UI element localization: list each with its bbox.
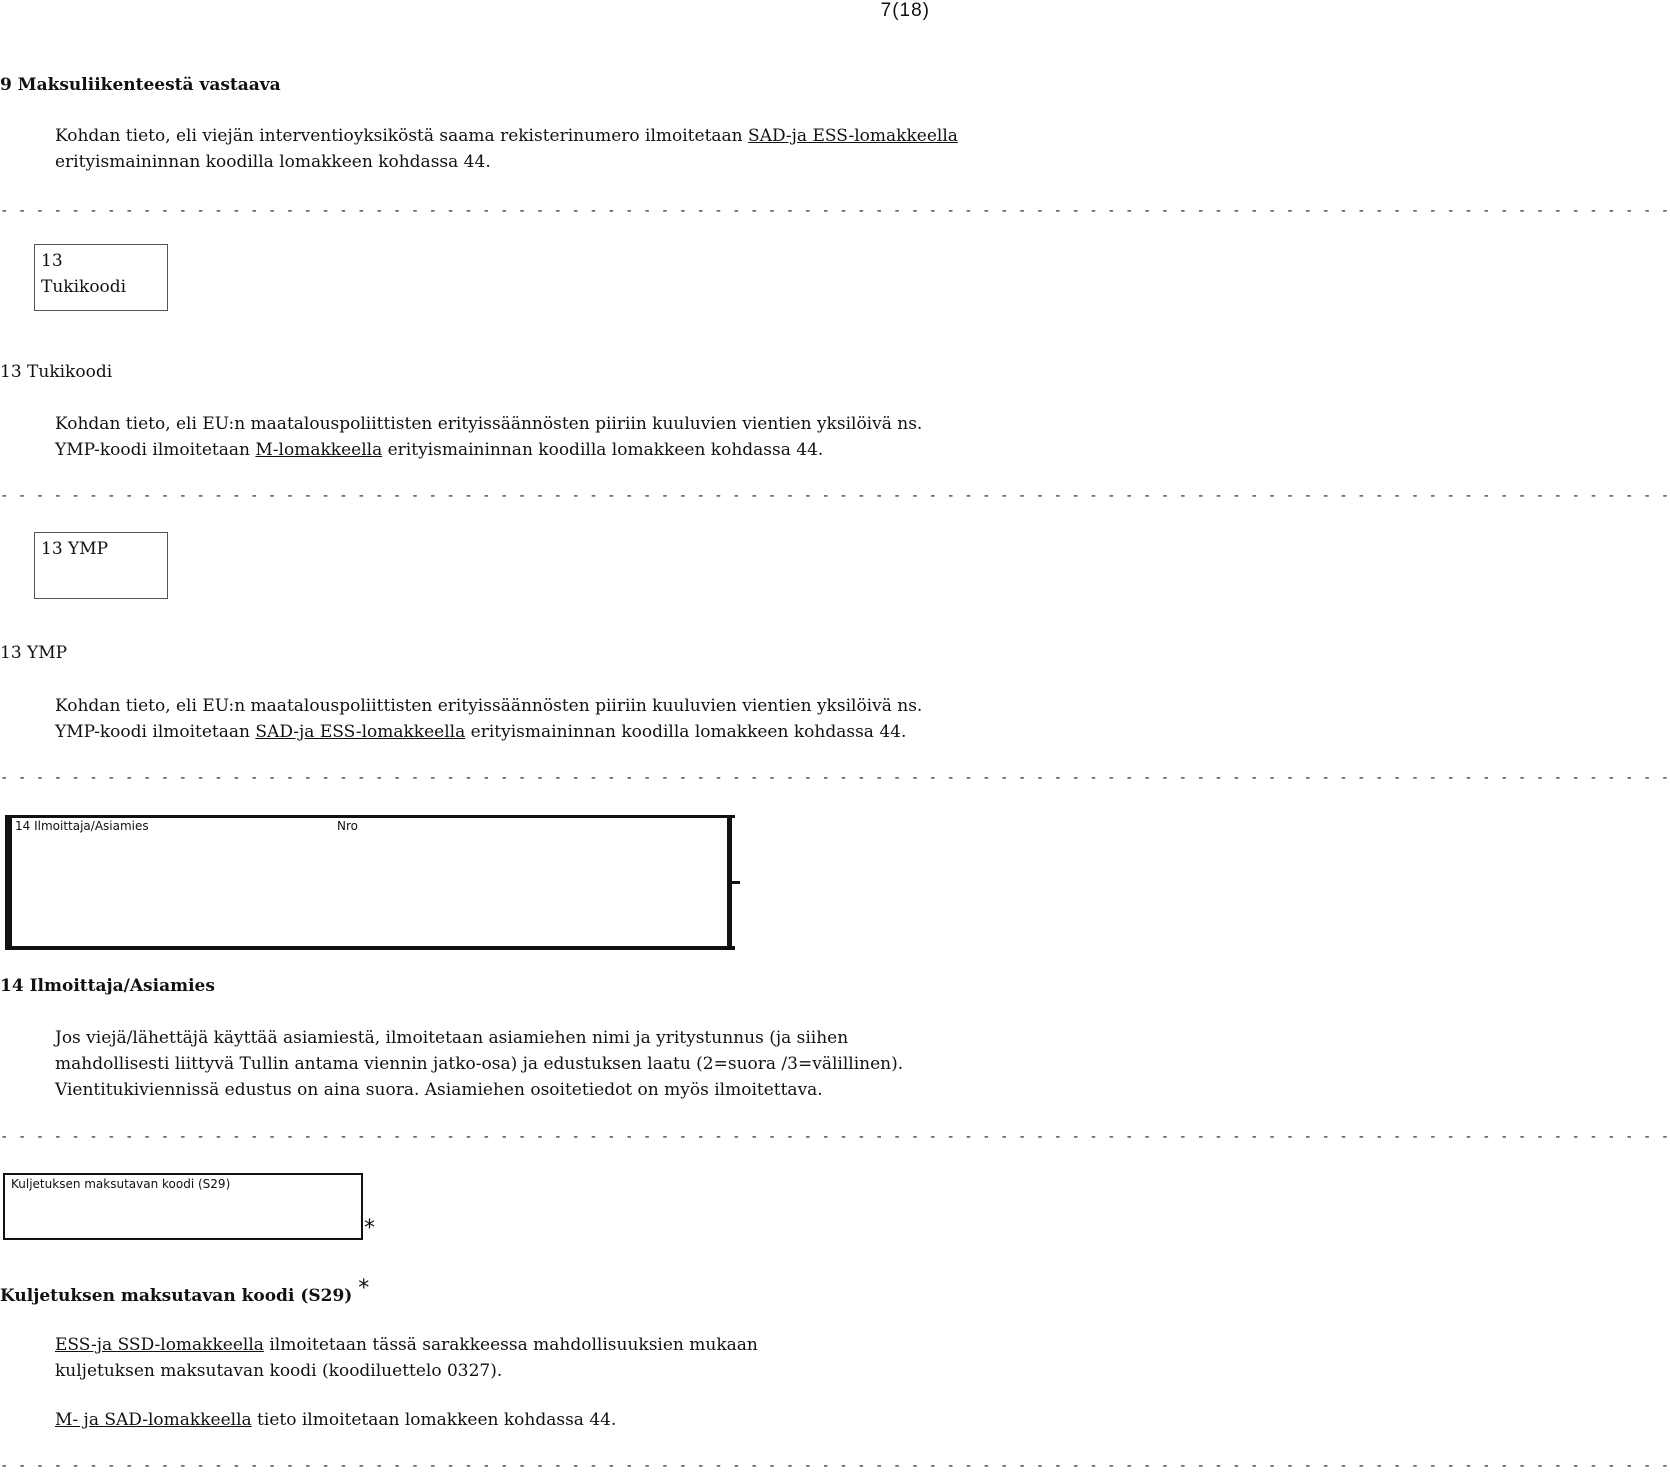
- form-box-top-border: [5, 815, 735, 818]
- field-box-13-ymp: 13 YMP: [34, 532, 168, 599]
- form-box-nro-label: Nro: [337, 819, 358, 833]
- form-box-bottom-border: [5, 946, 735, 950]
- form-box-14-ilmoittaja: [5, 815, 735, 950]
- field-box-13-tukikoodi: 13 Tukikoodi: [34, 244, 168, 311]
- section-13-ymp-heading: 13 YMP: [0, 643, 68, 663]
- form-box-14-label: 14 Ilmoittaja/Asiamies: [15, 819, 149, 833]
- section-s29-heading: Kuljetuksen maksutavan koodi (S29) *: [0, 1276, 370, 1306]
- form-box-s29: [3, 1173, 363, 1240]
- page-number: 7(18): [880, 0, 930, 21]
- required-asterisk: *: [358, 1276, 370, 1301]
- form-reference-link: ESS-ja SSD-lomakkeella: [55, 1335, 264, 1355]
- form-reference-link: SAD-ja ESS-lomakkeella: [255, 722, 466, 742]
- section-9-paragraph: Kohdan tieto, eli viejän interventioyksiköstä saama rekisterinumero ilmoitetaan SAD-ja ESS-lomakkeella erityismaininnan koodilla lomakkeen kohdassa 44.: [55, 126, 958, 172]
- required-asterisk: *: [364, 1216, 375, 1241]
- dashed-separator: - - - - - - - - - - - - - - - - - - - - - - - - - - - - - - - - - - - - - - - - - - - - - - - - - - - - - - - - - - - - - - - - - - - - - - - - - - - - - - - - - - - - - - - - - - - - - -: [0, 488, 1670, 504]
- form-box-tick: [732, 881, 740, 884]
- section-9-heading: 9 Maksuliikenteestä vastaava: [0, 75, 281, 95]
- form-box-s29-label: Kuljetuksen maksutavan koodi (S29): [11, 1177, 231, 1191]
- dashed-separator: - - - - - - - - - - - - - - - - - - - - - - - - - - - - - - - - - - - - - - - - - - - - - - - - - - - - - - - - - - - - - - - - - - - - - - - - - - - - - - - - - - - - - - - - - - - - - -: [0, 1458, 1670, 1474]
- dashed-separator: - - - - - - - - - - - - - - - - - - - - - - - - - - - - - - - - - - - - - - - - - - - - - - - - - - - - - - - - - - - - - - - - - - - - - - - - - - - - - - - - - - - - - - - - - - - - - -: [0, 1129, 1670, 1145]
- form-reference-link: SAD-ja ESS-lomakkeella: [748, 126, 958, 146]
- section-13-tukikoodi-paragraph: Kohdan tieto, eli EU:n maatalouspoliittisten erityissäännösten piiriin kuuluvien vientien yksilöivä ns. YMP-koodi ilmoitetaan M-lomakkeella erityismaininnan koodilla lomakkeen kohdassa 44.: [55, 414, 923, 460]
- form-box-left-border: [5, 815, 12, 950]
- form-reference-link: M- ja SAD-lomakkeella: [55, 1410, 252, 1430]
- section-13-tukikoodi-heading: 13 Tukikoodi: [0, 362, 113, 382]
- section-s29-paragraph-2: M- ja SAD-lomakkeella tieto ilmoitetaan lomakkeen kohdassa 44.: [55, 1410, 617, 1430]
- section-13-ymp-paragraph: Kohdan tieto, eli EU:n maatalouspoliittisten erityissäännösten piiriin kuuluvien vientien yksilöivä ns. YMP-koodi ilmoitetaan SAD-ja ESS-lomakkeella erityismaininnan koodilla lomakkeen kohdassa 44.: [55, 696, 923, 742]
- dashed-separator: - - - - - - - - - - - - - - - - - - - - - - - - - - - - - - - - - - - - - - - - - - - - - - - - - - - - - - - - - - - - - - - - - - - - - - - - - - - - - - - - - - - - - - - - - - - - - -: [0, 770, 1670, 786]
- section-14-paragraph: Jos viejä/lähettäjä käyttää asiamiestä, ilmoitetaan asiamiehen nimi ja yritystunnus (ja siihen mahdollisesti liittyvä Tullin antama viennin jatko-osa) ja edustuksen laatu (2=suora /3=välillinen). Vientitukiviennissä edustus on aina suora. Asiamiehen osoitetiedot on myös ilmoitettava.: [55, 1028, 904, 1100]
- dashed-separator: - - - - - - - - - - - - - - - - - - - - - - - - - - - - - - - - - - - - - - - - - - - - - - - - - - - - - - - - - - - - - - - - - - - - - - - - - - - - - - - - - - - - - - - - - - - - - -: [0, 203, 1670, 219]
- section-14-heading: 14 Ilmoittaja/Asiamies: [0, 976, 215, 996]
- section-s29-paragraph-1: ESS-ja SSD-lomakkeella ilmoitetaan tässä sarakkeessa mahdollisuuksien mukaan kuljetuksen maksutavan koodi (koodiluettelo 0327).: [55, 1335, 758, 1381]
- form-reference-link: M-lomakkeella: [255, 440, 383, 460]
